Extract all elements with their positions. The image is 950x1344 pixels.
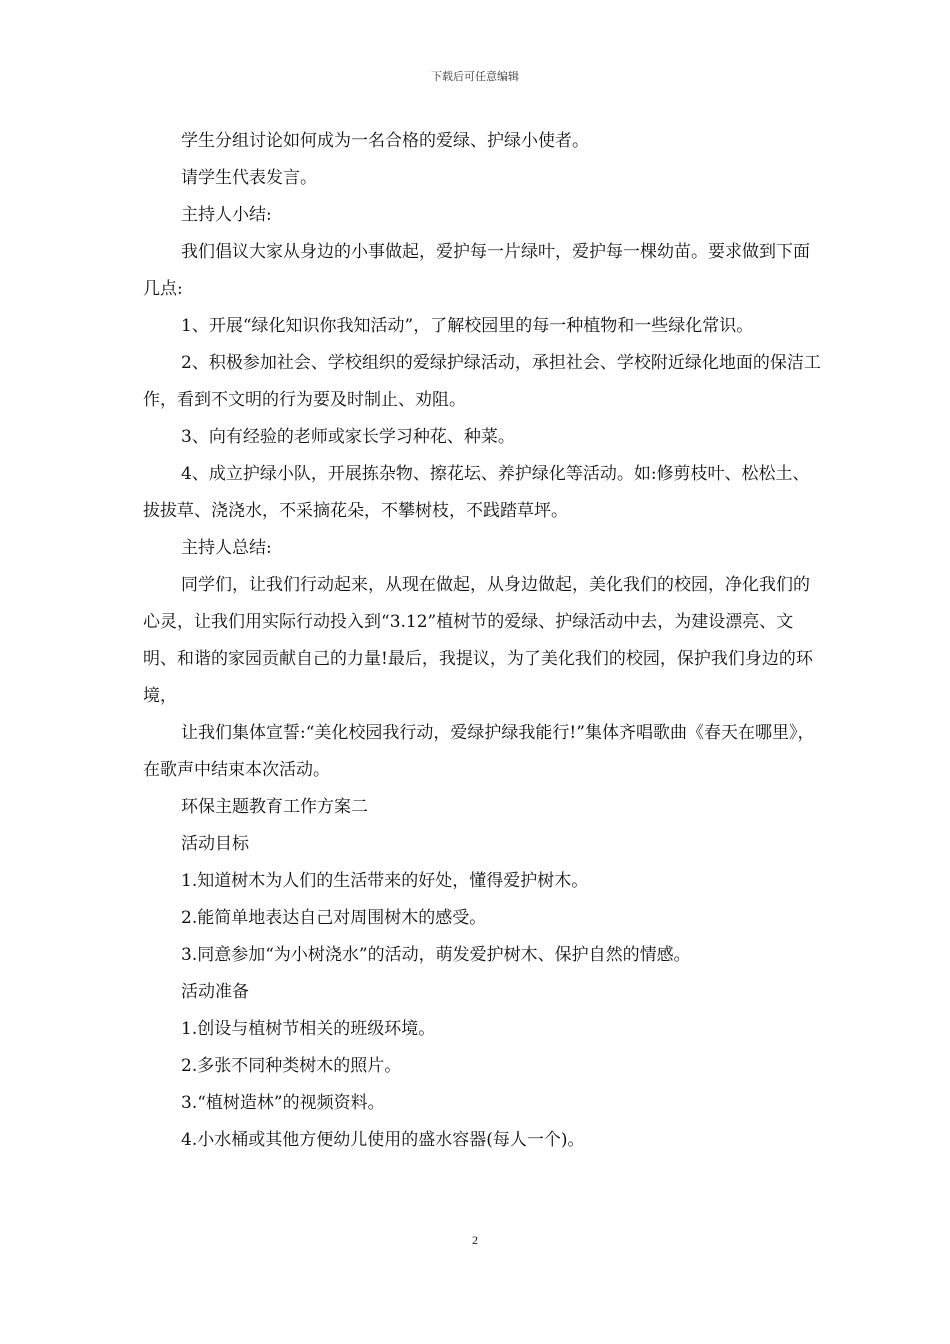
paragraph: 同学们，让我们行动起来，从现在做起，从身边做起，美化我们的校园，净化我们的心灵，让我们用实际行动投入到“3.12”植树节的爱绿、护绿活动中去，为建设漂亮、文明、和谐的家园贡献自己的力量!最后，我提议，为了美化我们的校园，保护我们身边的环境， — [143, 575, 813, 706]
paragraph: 主持人总结: — [181, 538, 272, 558]
list-item: 4.小水桶或其他方便幼儿使用的盛水容器(每人一个)。 — [181, 1130, 585, 1150]
list-item: 2.多张不同种类树木的照片。 — [181, 1056, 402, 1076]
list-item: 1.知道树木为人们的生活带来的好处，懂得爱护树木。 — [181, 871, 589, 891]
page-number: 2 — [472, 1233, 478, 1247]
document-body — [143, 123, 823, 1159]
paragraph: 1、开展“绿化知识你我知活动”，了解校园里的每一种植物和一些绿化常识。 — [181, 316, 754, 336]
paragraph: 3、向有经验的老师或家长学习种花、种菜。 — [181, 427, 515, 447]
list-item: 1.创设与植树节相关的班级环境。 — [181, 1019, 436, 1039]
paragraph: 学生分组讨论如何成为一名合格的爱绿、护绿小使者。 — [181, 131, 589, 151]
paragraph: 2、积极参加社会、学校组织的爱绿护绿活动，承担社会、学校附近绿化地面的保洁工作，看到不文明的行为要及时制止、劝阻。 — [143, 353, 821, 410]
list-item: 3.同意参加“为小树浇水”的活动，萌发爱护树木、保护自然的情感。 — [181, 945, 691, 965]
list-item: 2.能简单地表达自己对周围树木的感受。 — [181, 908, 487, 928]
subsection-title: 活动准备 — [181, 982, 249, 1002]
paragraph: 我们倡议大家从身边的小事做起，爱护每一片绿叶，爱护每一棵幼苗。要求做到下面几点: — [143, 242, 810, 299]
list-item: 3.“植树造林”的视频资料。 — [181, 1093, 385, 1113]
paragraph: 让我们集体宣誓:“美化校园我行动，爱绿护绿我能行!”集体齐唱歌曲《春天在哪里》，在歌声中结束本次活动。 — [143, 723, 815, 780]
paragraph: 4、成立护绿小队，开展拣杂物、擦花坛、养护绿化等活动。如:修剪枝叶、松松土、拔拔草、浇浇水，不采摘花朵，不攀树枝，不践踏草坪。 — [143, 464, 810, 521]
paragraph: 主持人小结: — [181, 205, 272, 225]
subsection-title: 活动目标 — [181, 834, 249, 854]
section-title: 环保主题教育工作方案二 — [181, 797, 368, 817]
page-header-note: 下载后可任意编辑 — [431, 70, 519, 83]
paragraph: 请学生代表发言。 — [181, 168, 317, 188]
